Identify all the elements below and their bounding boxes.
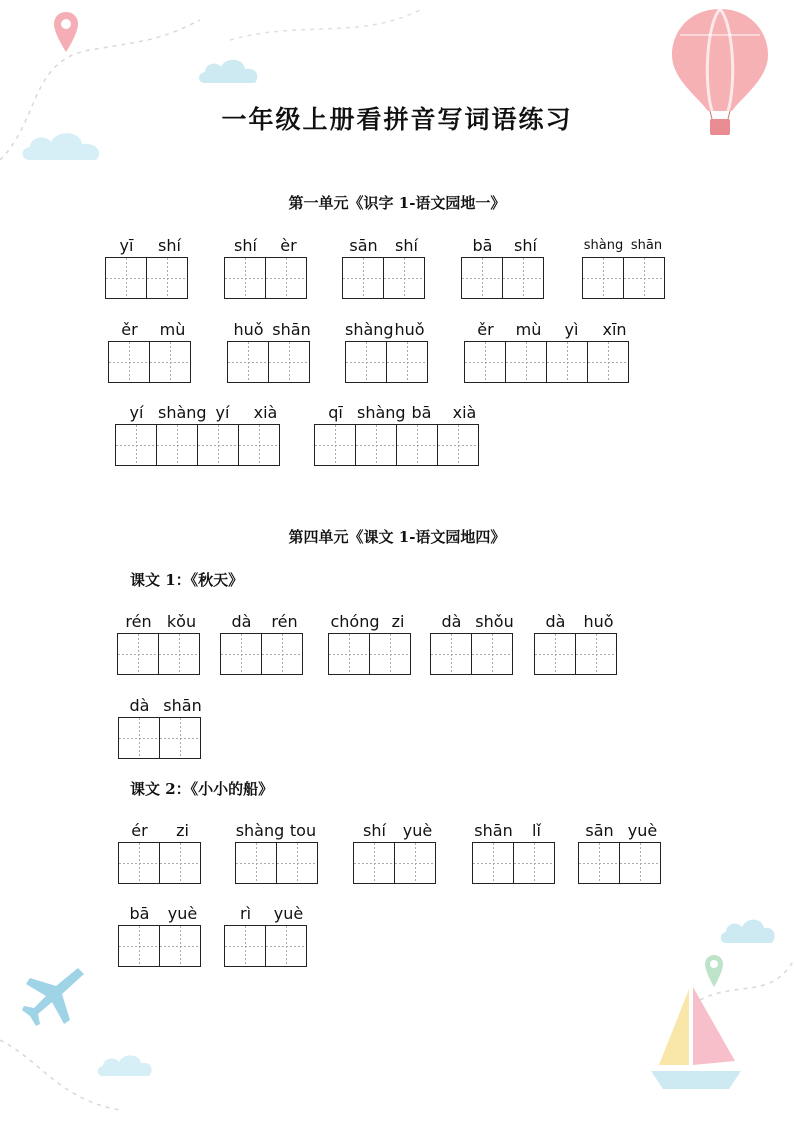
pinyin-label: mù	[515, 320, 542, 339]
pinyin-label: shǒu	[475, 612, 514, 631]
map-pin-icon	[52, 10, 80, 54]
airplane-icon	[18, 962, 88, 1032]
pinyin-label: rì	[239, 904, 252, 923]
pinyin-label: bā	[129, 904, 150, 923]
sailboat-icon	[645, 985, 745, 1105]
writing-box[interactable]	[328, 633, 370, 675]
pinyin-label: huǒ	[583, 612, 614, 631]
pinyin-label: shàng	[345, 320, 394, 339]
writing-box[interactable]	[369, 633, 411, 675]
pinyin-label: qī	[328, 403, 343, 422]
writing-box[interactable]	[224, 257, 266, 299]
unit-4-heading: 第四单元《课文 1-语文园地四》	[288, 528, 506, 546]
writing-box[interactable]	[159, 925, 201, 967]
writing-box[interactable]	[472, 842, 514, 884]
unit-1-heading: 第一单元《识字 1-语文园地一》	[288, 194, 506, 212]
pinyin-label: sān	[585, 821, 614, 840]
pinyin-label: yuè	[627, 821, 658, 840]
writing-box[interactable]	[582, 257, 624, 299]
writing-box[interactable]	[534, 633, 576, 675]
writing-box[interactable]	[505, 341, 547, 383]
pinyin-label: shān	[163, 696, 202, 715]
writing-box[interactable]	[587, 341, 629, 383]
writing-box[interactable]	[235, 842, 277, 884]
pinyin-label: lǐ	[532, 821, 541, 840]
pinyin-label: shí	[234, 236, 257, 255]
writing-box[interactable]	[118, 925, 160, 967]
writing-box[interactable]	[149, 341, 191, 383]
writing-box[interactable]	[220, 633, 262, 675]
writing-box[interactable]	[261, 633, 303, 675]
writing-box[interactable]	[265, 925, 307, 967]
writing-box[interactable]	[238, 424, 280, 466]
writing-box[interactable]	[118, 842, 160, 884]
writing-box[interactable]	[430, 633, 472, 675]
writing-box[interactable]	[156, 424, 198, 466]
writing-box[interactable]	[437, 424, 479, 466]
page-title: 一年级上册看拼音写词语练习	[221, 105, 573, 134]
writing-box[interactable]	[227, 341, 269, 383]
pinyin-label: shān	[630, 238, 663, 253]
pinyin-label: shàng	[158, 403, 207, 422]
pinyin-label: yuè	[167, 904, 198, 923]
pinyin-label: dà	[441, 612, 462, 631]
pinyin-label: yì	[564, 320, 579, 339]
pinyin-label: yí	[215, 403, 230, 422]
pinyin-label: yī	[119, 236, 134, 255]
writing-box[interactable]	[396, 424, 438, 466]
writing-box[interactable]	[353, 842, 395, 884]
pinyin-label: ér	[131, 821, 148, 840]
pinyin-label: rén	[125, 612, 152, 631]
pinyin-label: shān	[272, 320, 311, 339]
pinyin-label: bā	[411, 403, 432, 422]
writing-box[interactable]	[108, 341, 150, 383]
pinyin-label: zi	[176, 821, 189, 840]
writing-box[interactable]	[513, 842, 555, 884]
lesson-1-heading: 课文 1：《秋天》	[130, 571, 244, 589]
writing-box[interactable]	[355, 424, 397, 466]
writing-box[interactable]	[386, 341, 428, 383]
pinyin-label: rén	[271, 612, 298, 631]
pinyin-label: shí	[514, 236, 537, 255]
cloud-icon	[195, 55, 265, 85]
writing-box[interactable]	[117, 633, 159, 675]
writing-box[interactable]	[118, 717, 160, 759]
pinyin-label: dà	[545, 612, 566, 631]
writing-box[interactable]	[623, 257, 665, 299]
pinyin-label: yí	[129, 403, 144, 422]
pinyin-label: shí	[363, 821, 386, 840]
writing-box[interactable]	[268, 341, 310, 383]
writing-box[interactable]	[383, 257, 425, 299]
pinyin-label: huǒ	[394, 320, 425, 339]
pinyin-label: shí	[395, 236, 418, 255]
writing-box[interactable]	[265, 257, 307, 299]
writing-box[interactable]	[115, 424, 157, 466]
writing-box[interactable]	[158, 633, 200, 675]
pinyin-label: shān	[474, 821, 513, 840]
pinyin-label: kǒu	[166, 612, 197, 631]
writing-box[interactable]	[159, 842, 201, 884]
writing-box[interactable]	[345, 341, 387, 383]
writing-box[interactable]	[146, 257, 188, 299]
pinyin-label: xià	[452, 403, 477, 422]
pinyin-label: tou	[289, 821, 317, 840]
writing-box[interactable]	[546, 341, 588, 383]
pinyin-label: huǒ	[233, 320, 264, 339]
writing-box[interactable]	[471, 633, 513, 675]
pinyin-label: shí	[158, 236, 181, 255]
writing-box[interactable]	[105, 257, 147, 299]
writing-box[interactable]	[159, 717, 201, 759]
cloud-icon	[718, 915, 778, 945]
pinyin-label: shàng	[357, 403, 406, 422]
writing-box[interactable]	[575, 633, 617, 675]
pinyin-label: ěr	[121, 320, 138, 339]
writing-box[interactable]	[619, 842, 661, 884]
pinyin-label: sān	[349, 236, 378, 255]
writing-box[interactable]	[464, 341, 506, 383]
lesson-2-heading: 课文 2：《小小的船》	[130, 780, 274, 798]
map-pin-icon	[703, 953, 725, 989]
writing-box[interactable]	[224, 925, 266, 967]
writing-box[interactable]	[314, 424, 356, 466]
writing-box[interactable]	[578, 842, 620, 884]
pinyin-label: yuè	[273, 904, 304, 923]
writing-box[interactable]	[342, 257, 384, 299]
pinyin-label: xīn	[602, 320, 627, 339]
pinyin-label: xià	[253, 403, 278, 422]
cloud-icon	[95, 1052, 155, 1078]
writing-box[interactable]	[461, 257, 503, 299]
writing-box[interactable]	[502, 257, 544, 299]
pinyin-label: shàng	[583, 238, 624, 253]
pinyin-label: dà	[129, 696, 150, 715]
pinyin-label: bā	[472, 236, 493, 255]
pinyin-label: mù	[159, 320, 186, 339]
pinyin-label: yuè	[402, 821, 433, 840]
pinyin-label: zi	[391, 612, 405, 631]
pinyin-label: chóng	[330, 612, 380, 631]
pinyin-label: èr	[280, 236, 297, 255]
writing-box[interactable]	[394, 842, 436, 884]
pinyin-label: shàng	[235, 821, 285, 840]
pinyin-label: dà	[231, 612, 252, 631]
writing-box[interactable]	[197, 424, 239, 466]
writing-box[interactable]	[276, 842, 318, 884]
pinyin-label: ěr	[477, 320, 494, 339]
